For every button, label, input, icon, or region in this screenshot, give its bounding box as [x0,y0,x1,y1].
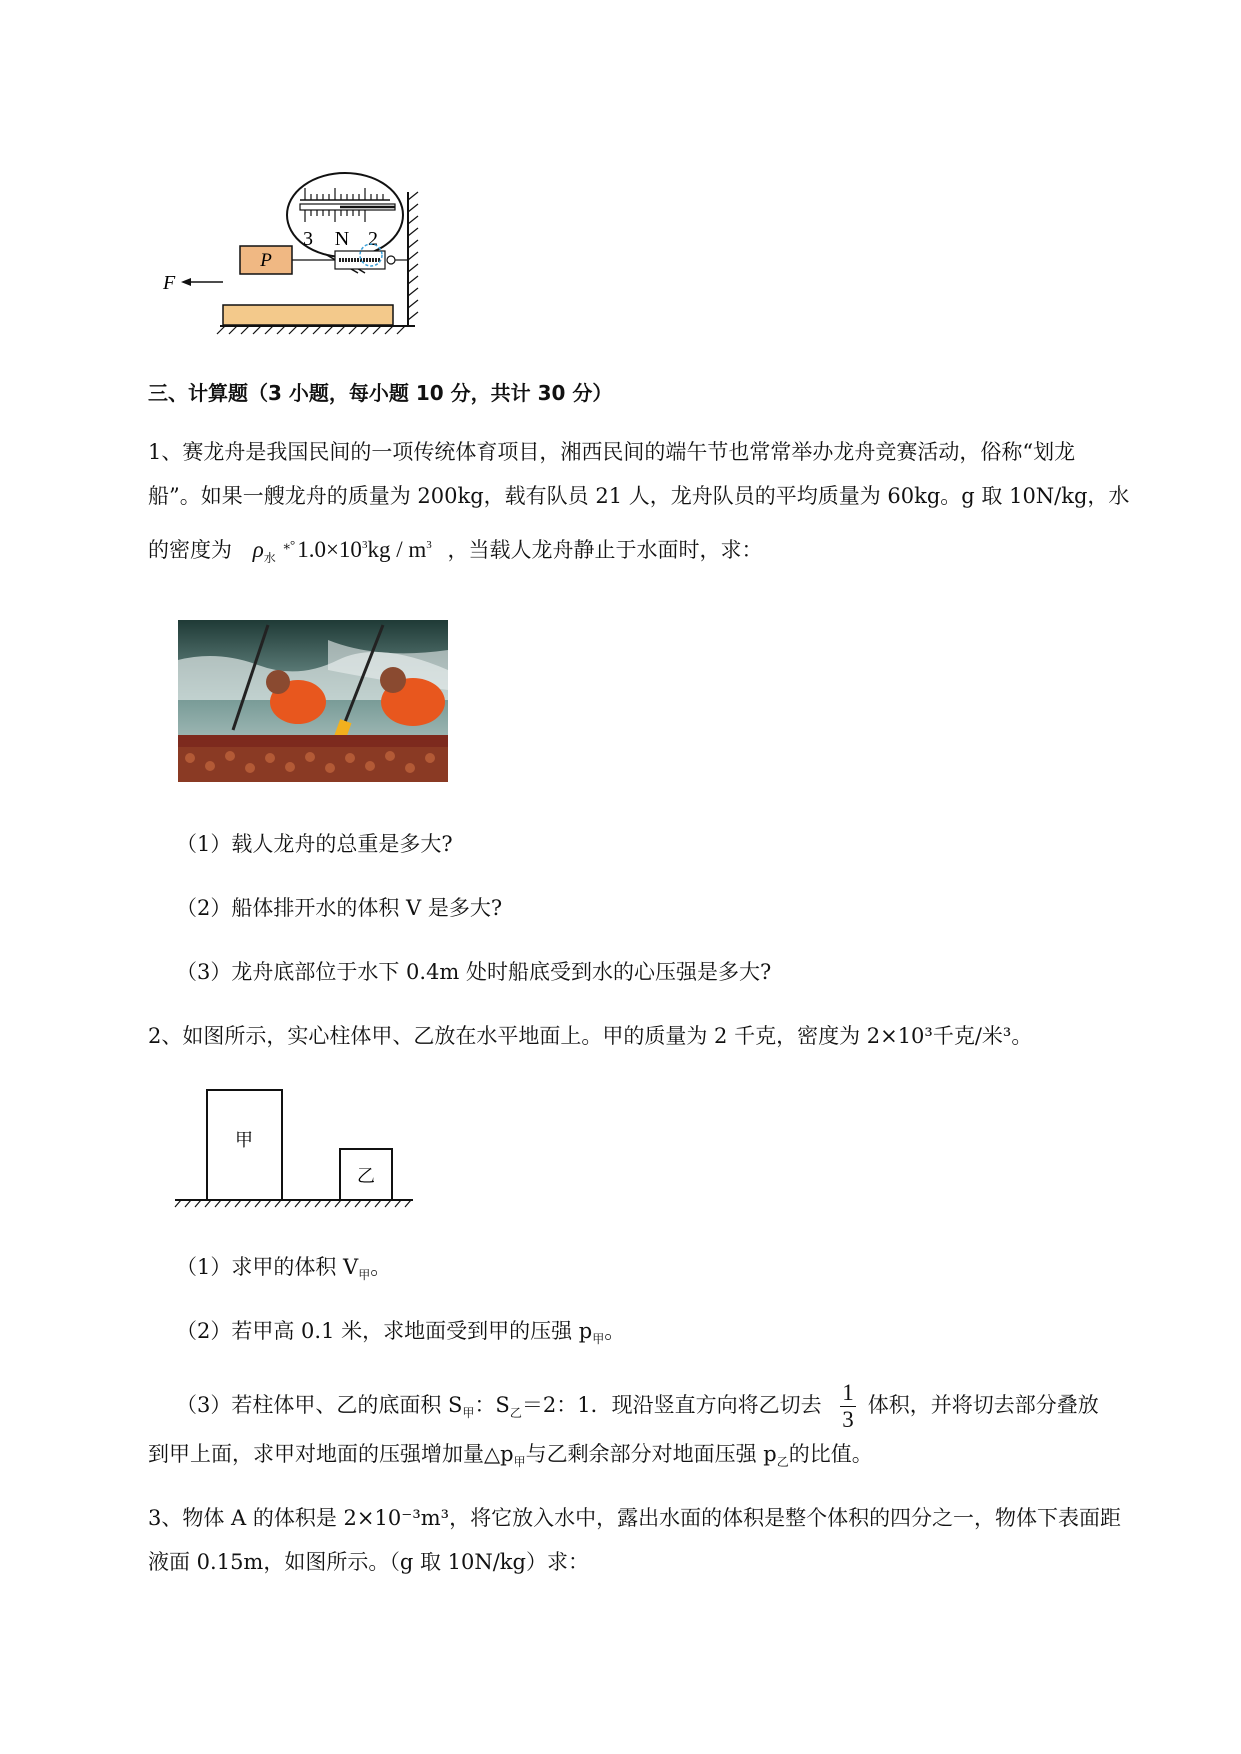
q2-sub3-part-c: ＝2：1．现沿竖直方向将乙切去 [521,1393,822,1417]
q2-sub1-end: 。 [370,1255,392,1279]
q2-sub3-line2 [148,1439,873,1477]
q1-line1: 1、赛龙舟是我国民间的一项传统体育项目，湘西民间的端午节也常常举办龙舟竞赛活动，俗称“划龙 [148,440,1076,464]
q1-line3-prefix: 的密度为 [148,538,232,562]
q2-sub2 [176,1316,625,1354]
q2-line1: 2、如图所示，实心柱体甲、乙放在水平地面上。甲的质量为 2 千克，密度为 2×10³千克/米³。 [148,1024,1033,1048]
formula-value: 1.0×10 [297,537,362,562]
blocks-figure [175,1085,415,1207]
scale-label-2: 2 [368,228,378,250]
q2-sub3-part-a: （3）若柱体甲、乙的底面积 S [176,1393,463,1417]
board [223,305,393,325]
fraction-denominator: 3 [842,1407,854,1432]
q2-sub3-line2-sub-a: 甲 [513,1455,526,1469]
one-third-fraction [840,1380,856,1433]
q2-sub1-subscript: 甲 [358,1268,371,1282]
q2-sub3-line2-a: 到甲上面，求甲对地面的压强增加量△p [148,1442,514,1466]
q2-sub3-sub-a: 甲 [462,1406,475,1420]
q2-sub2-text: （2）若甲高 0.1 米，求地面受到甲的压强 p [176,1319,593,1343]
q2-sub3-line2-sub-b: 乙 [776,1455,789,1469]
block-p-label: P [260,250,272,271]
q2-sub2-subscript: 甲 [592,1332,605,1346]
q1-line3 [148,530,762,573]
q1-sub2: （2）船体排开水的体积 V 是多大? [176,896,503,920]
section-header: 三、计算题（3 小题，每小题 10 分，共计 30 分） [148,381,613,405]
rho-symbol: ρ [252,537,264,562]
formula-unit: kg / m [367,537,427,562]
q1-line3-suffix: ，当载人龙舟静止于水面时，求： [447,538,763,562]
q2-sub3-part-d: 体积，并将切去部分叠放 [867,1393,1099,1417]
q1-sub3: （3）龙舟底部位于水下 0.4m 处时船底受到水的心压强是多大? [176,960,772,984]
q2-sub1 [176,1252,391,1290]
formula-unit-exponent: 3 [426,539,432,551]
q2-sub3-line2-b: 与乙剩余部分对地面压强 p [525,1442,777,1466]
density-formula: $\rho_水$ $^{⁎^\circ}1.0\times 10^3kg / m^3$ [252,537,432,565]
spring-scale-figure [163,170,480,340]
q2-sub1-text: （1）求甲的体积 V [176,1255,359,1279]
q2-sub2-end: 。 [604,1319,626,1343]
q3-line2: 液面 0.15m，如图所示。（g 取 10N/kg）求： [148,1550,589,1574]
dragon-boat-photo [178,620,448,782]
q1-sub1: （1）载人龙舟的总重是多大? [176,832,453,856]
scale-label-3: 3 [303,228,313,250]
q1-line2: 船”。如果一艘龙舟的质量为 200kg，载有队员 21 人，龙舟队员的平均质量为 60kg。g 取 10N/kg，水 [148,484,1130,508]
q2-sub3-line2-c: 的比值。 [788,1442,873,1466]
force-label: F [163,272,176,294]
block-yi-label: 乙 [357,1166,375,1187]
q2-sub3-line1 [176,1375,1099,1443]
q2-sub3-sub-b: 乙 [509,1406,522,1420]
formula-exponent: 3 [361,539,368,551]
fraction-numerator: 1 [842,1380,854,1405]
rho-subscript: 水 [263,551,276,565]
q2-sub3-part-b: ：S [474,1393,510,1417]
block-jia-label: 甲 [235,1130,253,1151]
scale-label-n: N [334,228,350,250]
q3-line1: 3、物体 A 的体积是 2×10⁻³m³，将它放入水中，露出水面的体积是整个体积的四分之一，物体下表面距 [148,1506,1122,1530]
